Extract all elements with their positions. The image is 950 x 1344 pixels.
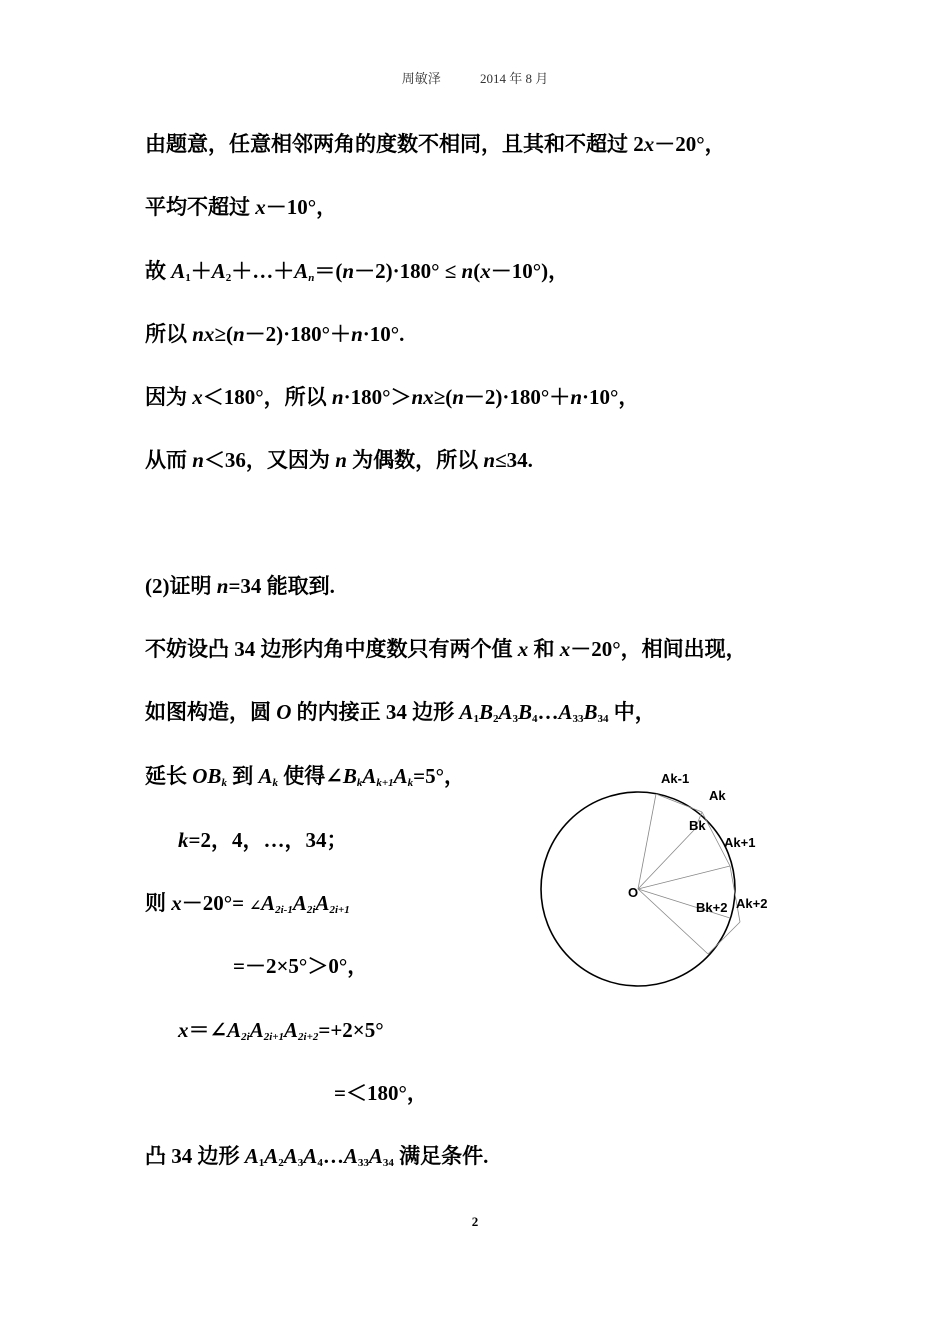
- label-ak-plus-2: Ak+2: [736, 896, 768, 911]
- header-date: 2014 年 8 月: [480, 71, 549, 86]
- text-line-13: =－2×5°＞0°，: [233, 954, 369, 978]
- label-o: O: [628, 885, 639, 900]
- text-line-8: 不妨设凸 34 边形内角中度数只有两个值 x 和 x－20°，相间出现，: [145, 637, 747, 661]
- text-line-4: 所以 nx≥(n－2)·180°＋n·10°.: [145, 322, 405, 346]
- label-ak-minus-1: Ak-1: [661, 771, 690, 786]
- text-line-14: $x=\angle A_{2i}A_{2i+1}A_{2i+2}=+2\times 5^\circ$: [178, 1018, 384, 1043]
- text-line-7: (2)证明 n=34 能取到.: [145, 574, 335, 598]
- label-ak-plus-1: Ak+1: [724, 835, 756, 850]
- text-line-11: k=2，4，…，34；: [178, 828, 348, 852]
- label-bk-plus-2: Bk+2: [696, 900, 728, 915]
- circle-construction-diagram: [530, 766, 780, 996]
- text-line-12: 则 $x-20^\circ= \angle A_{2i-1}A_{2i}A_{2i+1}$: [145, 891, 350, 916]
- page-header: [0, 68, 950, 87]
- text-line-10: 延长 $OB_k$ 到 $A_k$ 使得$\angle B_kA_{k+1}A_k=5^\circ$，: [145, 764, 466, 789]
- text-line-3: 故 $A_1+A_2+\dots+A_n=(n-2)\cdot 180^\circ \le n(x-10^\circ)$，: [145, 259, 570, 284]
- text-line-6: 从而 n＜36，又因为 n 为偶数，所以 n≤34.: [145, 448, 533, 472]
- text-line-1: 由题意，任意相邻两角的度数不相同，且其和不超过 2x－20°，: [145, 132, 726, 156]
- label-bk: Bk: [689, 818, 706, 833]
- text-line-9: 如图构造，圆 O 的内接正 34 边形 $A_1B_2A_3B_4\dots A_{33}B_{34}$ 中，: [145, 700, 656, 725]
- label-ak: Ak: [709, 788, 726, 803]
- header-author: 周敏泽: [401, 71, 441, 86]
- text-line-5: 因为 x＜180°，所以 n·180°＞nx≥(n－2)·180°＋n·10°，: [145, 385, 640, 409]
- page-number: 2: [471, 1214, 479, 1229]
- text-line-16: 凸 34 边形 $A_1A_2A_3A_4\dots A_{33}A_{34}$ 满足条件.: [145, 1144, 489, 1169]
- text-line-15: =＜180°，: [334, 1081, 428, 1105]
- text-line-2: 平均不超过 x－10°，: [145, 195, 338, 219]
